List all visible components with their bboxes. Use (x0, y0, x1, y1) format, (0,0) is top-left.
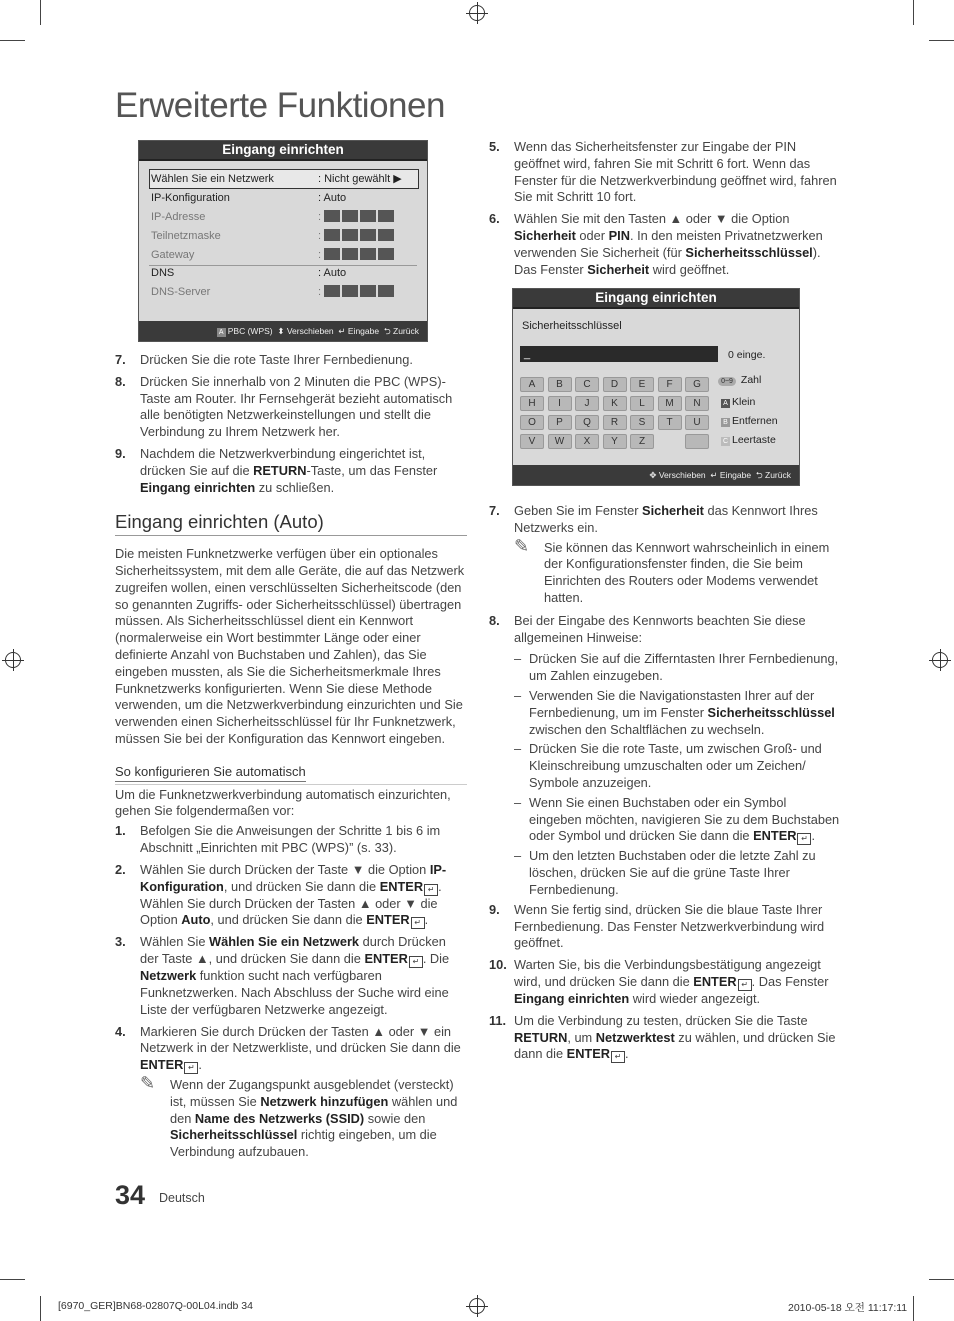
a-button-icon: A (217, 328, 226, 337)
imprint-date: 2010-05-18 오전 11:17:11 (788, 1302, 908, 1314)
step-3: 3. Wählen Sie Wählen Sie ein Netzwerk durch Drücken der Taste ▲, und drücken Sie dann die ENTER ↵ . Die Netzwerk funktion sucht nach verfügbaren Funknetzwerken. Nach Abschluss der Suche wird eine Liste der verfügbaren Netzwerke angezeigt. (115, 934, 450, 1017)
step-1: 1. Befolgen Sie die Anweisungen der Schritte 1 bis 6 im Abschnitt „Einrichten mit PBC (WPS)” (s. 33). (115, 823, 441, 855)
option-number[interactable]: 0~9 Zahl (718, 374, 761, 386)
page-title: Erweiterte Funktionen (115, 86, 445, 125)
b-button-icon: B (721, 418, 730, 427)
crop-mark (929, 40, 954, 41)
key-x[interactable]: X (575, 434, 599, 449)
char-count: 0 einge. (728, 349, 766, 361)
row-dns[interactable]: DNS : Auto (151, 267, 347, 279)
key-b[interactable]: B (548, 377, 572, 392)
note: ✎ Sie können das Kennwort wahrscheinlich in einem der Konfigurationsfenster finden, die Sie beim Einrichten des Routers oder Modems verwendet hatten. (514, 535, 830, 605)
key-a[interactable]: A (520, 377, 544, 392)
key-g[interactable]: G (685, 377, 709, 392)
a-button-icon: A (721, 399, 730, 408)
key-l[interactable]: L (630, 396, 654, 411)
hint-5: – Um den letzten Buchstaben oder die letzte Zahl zu löschen, drücken Sie auf die grüne Taste Ihrer Fernbedienung. (514, 848, 841, 898)
section-title: Eingang einrichten (Auto) (115, 514, 467, 536)
key-blank[interactable] (685, 434, 709, 449)
c-button-icon: C (722, 438, 729, 445)
step-7: 7. Drücken Sie die rote Taste Ihrer Fernbedienung. (115, 352, 413, 367)
move-icon: ✥ (649, 470, 657, 480)
return-icon: ⮌ (383, 326, 391, 336)
right-column-bottom (489, 503, 841, 1068)
key-j[interactable]: J (575, 396, 599, 411)
page-number: 34 (115, 1180, 146, 1210)
number-key-icon: 0~9 (718, 377, 736, 386)
note-pen-icon: ✎ (140, 1073, 156, 1094)
security-key-screen (512, 288, 800, 486)
note-pen-icon: ✎ (514, 535, 530, 556)
step-4: 4. Markieren Sie durch Drücken der Tasten ▲ oder ▼ ein Netzwerk in der Netzwerkliste, und drücken Sie dann die ENTER ↵ . ✎ Wenn der Zugangspunkt ausgeblendet (versteckt) ist, müssen Sie Netzwerk hinzufügen wählen und den Name des Netzwerks (SSID) sowie den Sicherheitsschlüssel richtig eingeben, um die Verbindung aufzubauen. (115, 1024, 467, 1162)
hint-2: – Verwenden Sie die Navigationstasten Ihrer auf der Fernbedienung, um im Fenster Sicherheitsschlüssel zwischen den Schaltflächen zu wechseln. (514, 688, 841, 738)
step-9-right: 9. Wenn Sie fertig sind, drücken Sie die blaue Taste Ihrer Fernbedienung. Das Fenster Netzwerkverbindung wird geöffnet. (489, 901, 825, 951)
row-subnet-mask: Teilnetzmaske : (151, 227, 417, 245)
key-s[interactable]: S (630, 415, 654, 430)
row-ip-address: IP-Adresse : (151, 208, 417, 226)
row-gateway: Gateway : (151, 246, 417, 264)
key-t[interactable]: T (658, 415, 682, 430)
screen-title: Eingang einrichten (139, 141, 427, 161)
screen-title: Eingang einrichten (513, 289, 799, 309)
screen-footer: ✥ Verschieben ↵ Eingabe ⮌ Zurück (513, 465, 799, 485)
hint-3: – Drücken Sie die rote Taste, um zwischen Groß- und Kleinschreibung umzuschalten oder um Zeichen/ Symbole anzuzeigen. (514, 741, 841, 791)
step-8-right: 8. Bei der Eingabe des Kennworts beachten Sie diese allgemeinen Hinweise: (489, 612, 806, 645)
key-e[interactable]: E (630, 377, 654, 392)
crop-mark (929, 1279, 954, 1280)
key-r[interactable]: R (603, 415, 627, 430)
return-icon: ⮌ (755, 470, 763, 480)
key-w[interactable]: W (548, 434, 572, 449)
registration-mark-icon (469, 1298, 485, 1314)
crop-mark (40, 1296, 41, 1321)
key-m[interactable]: M (658, 396, 682, 411)
enter-icon: ↵ (611, 1051, 625, 1063)
step-9: 9. Nachdem die Netzwerkverbindung eingerichtet ist, drücken Sie auf die RETURN-Taste, um das Fenster Eingang einrichten zu schließen. (115, 445, 438, 495)
key-v[interactable]: V (520, 434, 544, 449)
intro-paragraph: Die meisten Funknetzwerke verfügen über ein optionales Sicherheitssystem, mit dem alle Geräte, die auf das Netzwerk zugreifen wollen, einen verschlüsselten Sicherheitscode (den so genannten Zugriffs- oder Sicherheitsschlüssel) übertragen müssen. Als Sicherheitsschlüssel dient ein Kennwort (normalerweise ein Wort bestimmter Länge oder einer definierte Anzahl von Buchstaben und Zahlen), das Sie eingeben mussten, als Sie die Sicherheitsmerkmale Ihres Funknetzwerks konfigurierten. Wenn Sie diese Methode verwenden, um die Netzwerkverbindung einzurichten und Sie verwenden einen Sicherheitsschlüssel für Ihr Funknetzwerk, müssen Sie bei der Konfiguration das Kennwort eingeben. (115, 546, 465, 746)
step-8: 8. Drücken Sie innerhalb von 2 Minuten die PBC (WPS)-Taste am Router. Ihr Fernsehgerät bezieht automatisch alle benötigten Netzwerkeinstellungen und stellt die Verbindung zu Ihrem Netzwerk her. (115, 373, 453, 440)
key-k[interactable]: K (603, 396, 627, 411)
subsection-title: So konfigurieren Sie automatisch (115, 764, 306, 782)
enter-icon: ↵ (710, 470, 718, 480)
step-11: 11. Um die Verbindung zu testen, drücken Sie die Taste RETURN, um Netzwerktest zu wählen, und drücken Sie dann die ENTER ↵ . (489, 1012, 836, 1062)
crop-mark (913, 0, 914, 25)
crop-mark (40, 0, 41, 25)
note: ✎ Wenn der Zugangspunkt ausgeblendet (versteckt) ist, müssen Sie Netzwerk hinzufügen wählen und den Name des Netzwerks (SSID) sowie den Sicherheitsschlüssel richtig eingeben, um die Verbindung aufzubauen. (140, 1073, 458, 1160)
crop-mark (0, 1279, 25, 1280)
security-key-input[interactable]: _ (520, 346, 718, 362)
move-icon: ⬍ (277, 326, 285, 336)
step-10: 10. Warten Sie, bis die Verbindungsbestätigung angezeigt wird, und drücken Sie dann die ENTER ↵ . Das Fenster Eingang einrichten wird wieder angezeigt. (489, 957, 829, 1006)
key-c[interactable]: C (575, 377, 599, 392)
screen-footer: A PBC (WPS) ⬍ Verschieben ↵ Eingabe ⮌ Zurück (139, 321, 427, 341)
enter-icon: ↵ (738, 979, 752, 991)
key-i[interactable]: I (548, 396, 572, 411)
hint-4: – Wenn Sie einen Buchstaben oder ein Symbol eingeben möchten, navigieren Sie zu dem Buchstaben oder Symbol und drücken Sie dann die ENTER ↵ . (514, 795, 841, 846)
key-o[interactable]: O (520, 415, 544, 430)
crop-mark (0, 40, 25, 41)
crop-mark (913, 1296, 914, 1321)
key-z[interactable]: Z (630, 434, 654, 449)
registration-mark-icon (5, 652, 21, 668)
option-delete[interactable]: B Entfernen (721, 415, 778, 427)
step-7-right: 7. Geben Sie im Fenster Sicherheit das Kennwort Ihres Netzwerks ein. ✎ Sie können das Kennwort wahrscheinlich in einem der Konfigurationsfenster finden, die Sie beim Einrichten des Routers oder Modems verwendet hatten. (489, 503, 841, 607)
hint-1: – Drücken Sie auf die Zifferntasten Ihrer Fernbedienung, um Zahlen einzugeben. (514, 651, 841, 685)
left-column (115, 352, 467, 1167)
key-f[interactable]: F (658, 377, 682, 392)
row-dns-server: DNS-Server : (151, 283, 417, 301)
registration-mark-icon (469, 5, 485, 21)
step-2: 2. Wählen Sie durch Drücken der Taste ▼ die Option IP-Konfiguration, und drücken Sie dann die ENTER ↵ . Wählen Sie durch Drücken der Tasten ▲ oder ▼ die Option Auto, und drücken Sie dann die ENTER ↵ . (115, 861, 447, 928)
row-ip-config[interactable]: IP-Konfiguration : Auto (151, 192, 347, 204)
step-5: 5. Wenn das Sicherheitsfenster zur Eingabe der PIN geöffnet wird, fahren Sie mit Schritt 6 fort. Wenn das Fenster für die Netzwerkverbindung geöffnet wird, fahren Sie mit Schritt 10 fort. (489, 139, 837, 205)
enter-icon: ↵ (338, 326, 346, 336)
key-q[interactable]: Q (575, 415, 599, 430)
step-6: 6. Wählen Sie mit den Tasten ▲ oder ▼ die Option Sicherheit oder PIN. In den meisten Privatnetzwerken verwenden Sie Sicherheit (für Sicherheitsschlüssel). Das Fenster Sicherheit wird geöffnet. (489, 211, 823, 277)
footer-language: Deutsch (159, 1191, 205, 1205)
right-column-top (489, 139, 841, 283)
enter-icon: ↵ (424, 884, 438, 896)
registration-mark-icon (932, 652, 948, 668)
sub-intro: Um die Funknetzwerkverbindung automatisch einzurichten, gehen Sie folgendermaßen vor: (115, 786, 451, 819)
row-select-network[interactable]: Wählen Sie ein Netzwerk : Nicht gewählt ▶ (151, 173, 402, 185)
enter-icon: ↵ (411, 917, 425, 929)
key-p[interactable]: P (548, 415, 572, 430)
network-setup-screen (138, 140, 428, 342)
key-h[interactable]: H (520, 396, 544, 411)
key-u[interactable]: U (685, 415, 709, 430)
enter-icon: ↵ (797, 833, 811, 845)
imprint-file: [6970_GER]BN68-02807Q-00L04.indb 34 (58, 1300, 253, 1312)
option-space[interactable]: C Leertaste (722, 434, 776, 446)
key-d[interactable]: D (603, 377, 627, 392)
option-lowercase[interactable]: A Klein (721, 396, 755, 408)
security-key-label: Sicherheitsschlüssel (522, 320, 622, 332)
key-n[interactable]: N (685, 396, 709, 411)
enter-icon: ↵ (409, 956, 423, 968)
enter-icon: ↵ (184, 1062, 198, 1074)
key-y[interactable]: Y (603, 434, 627, 449)
